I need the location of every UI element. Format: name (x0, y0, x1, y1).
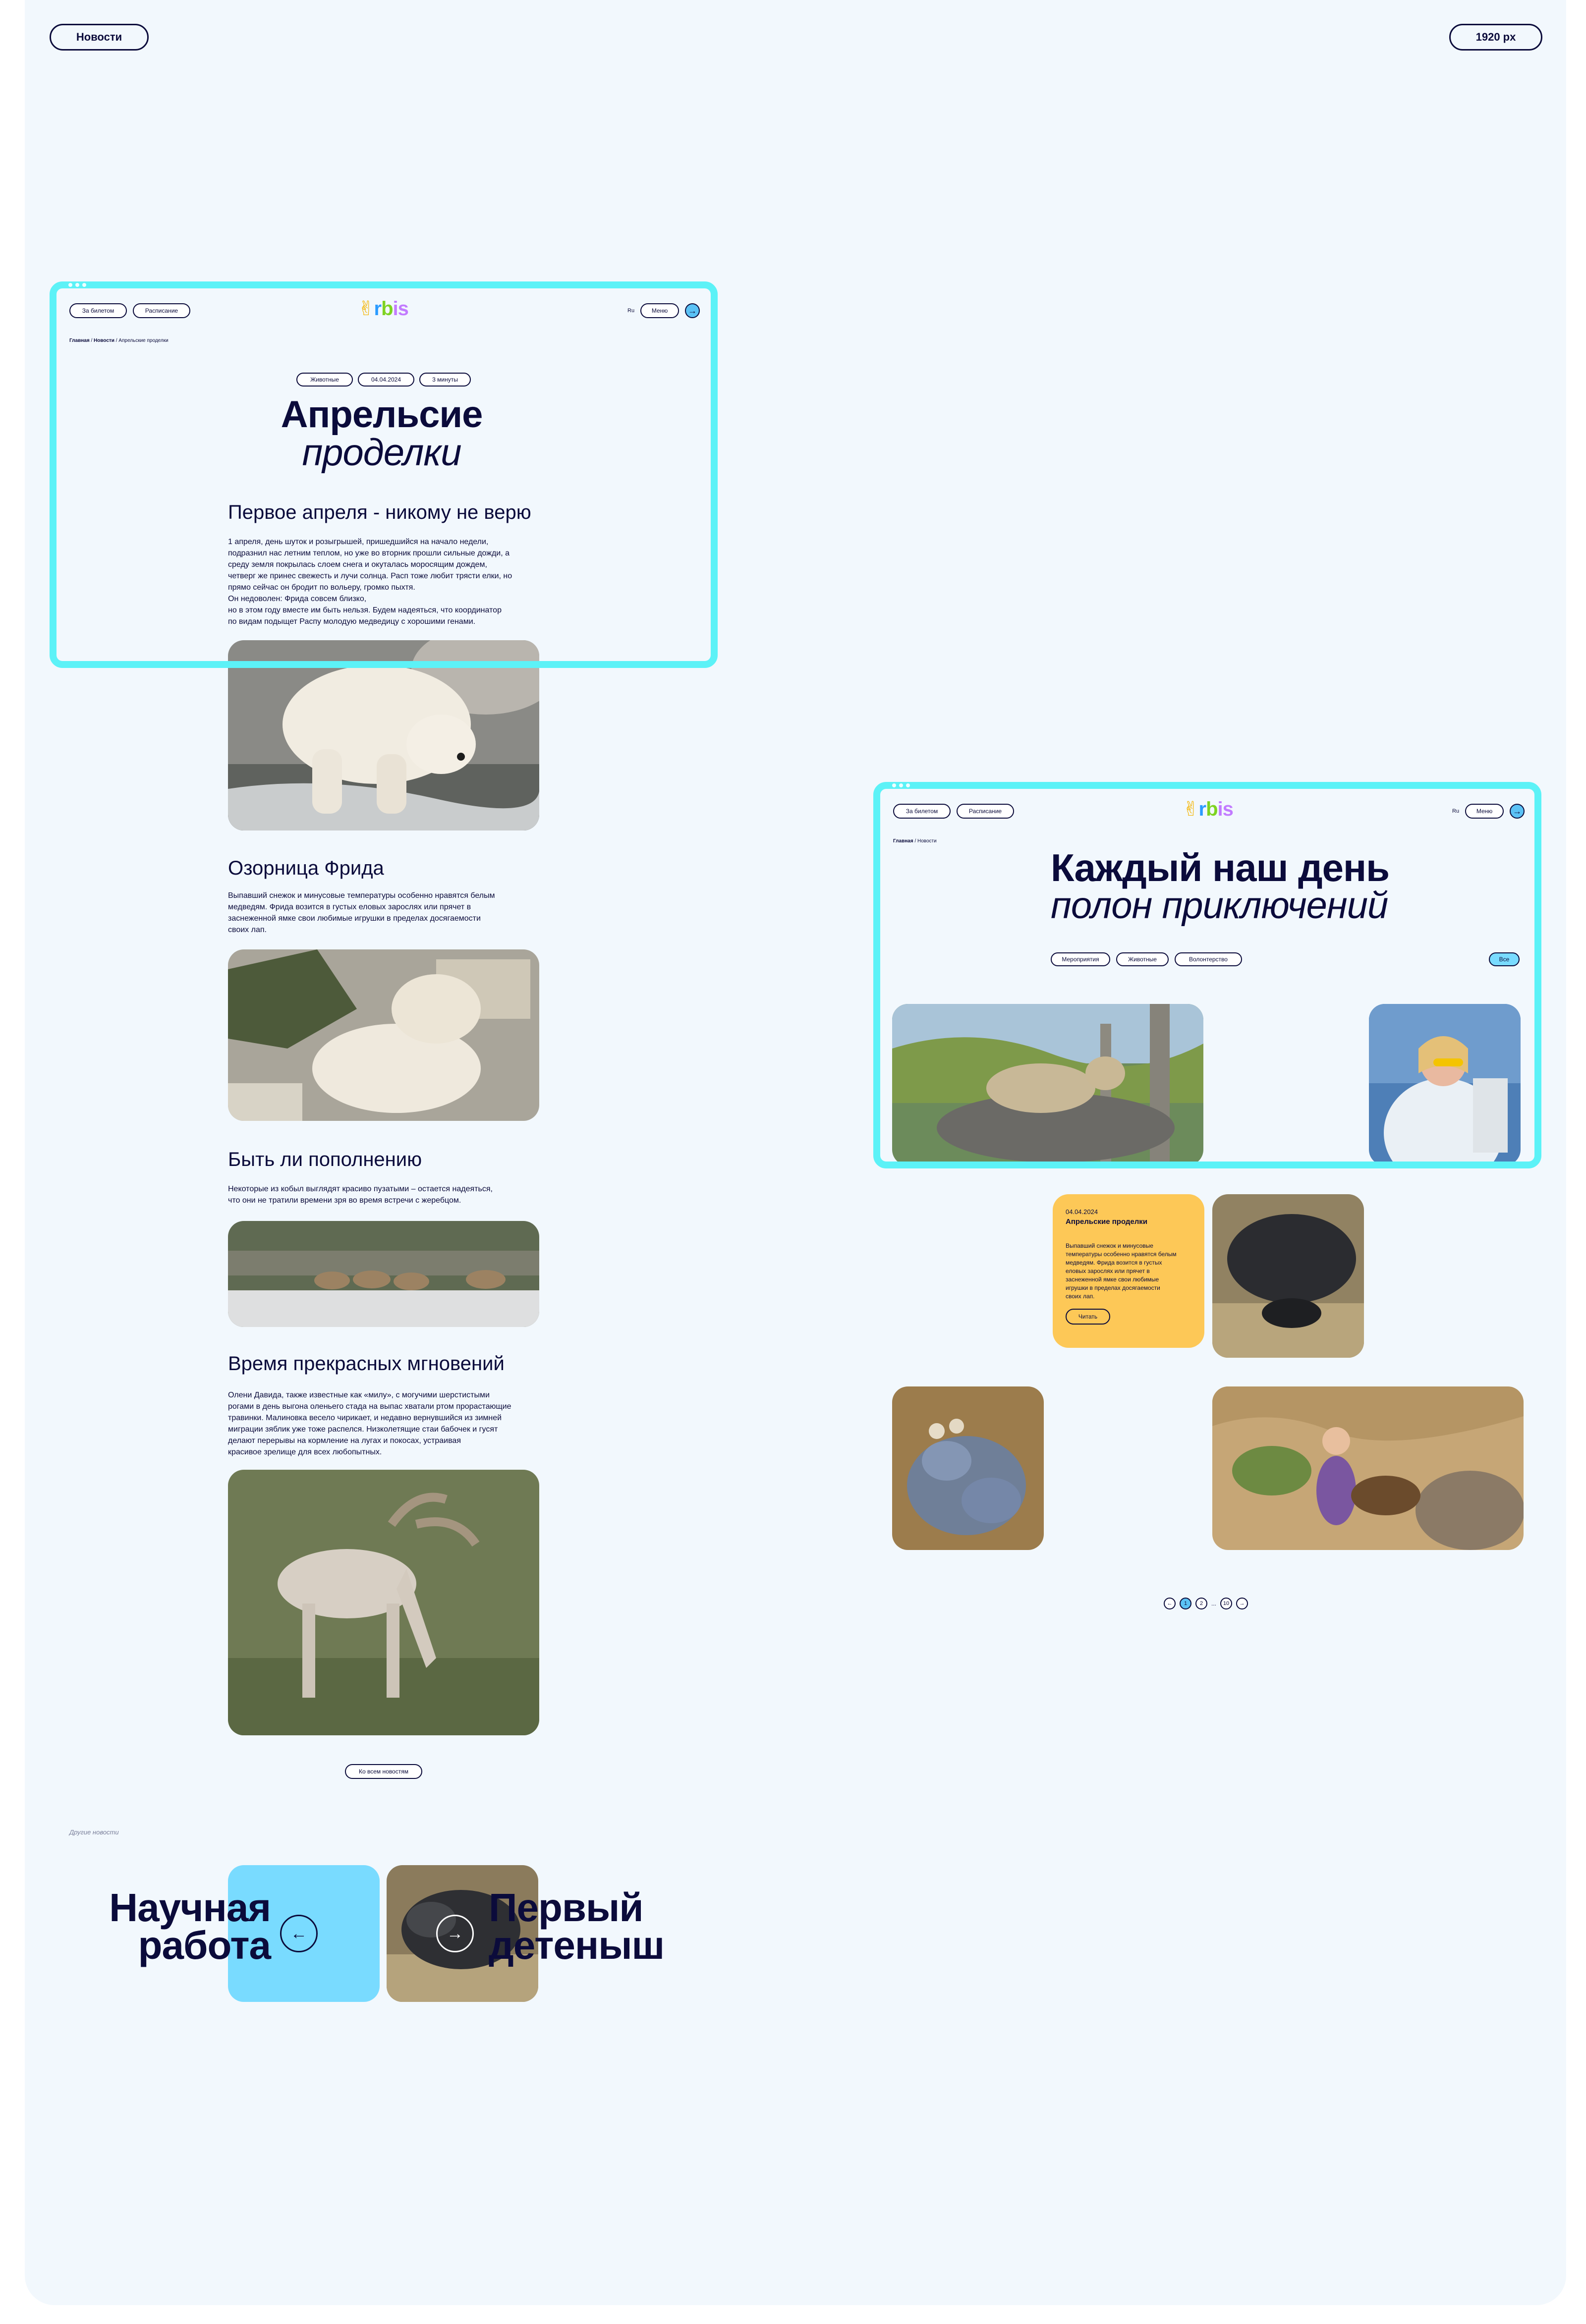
news-chicks-photo[interactable] (892, 1386, 1044, 1550)
arrow-left-icon[interactable]: ← (280, 1915, 318, 1952)
other-news-title-cub[interactable] (489, 1885, 667, 1967)
page-1[interactable]: 1 (1180, 1598, 1191, 1609)
desc-line: заснеженной ямке свои любимые (1066, 1276, 1159, 1283)
desc-line: медведям. Фрида возится в густых (1066, 1259, 1162, 1266)
section-body (228, 1183, 555, 1206)
news-title-line1: Каждый наш день (1051, 846, 1390, 889)
news-title-line2: полон приключений (1051, 885, 1388, 927)
menu-button[interactable]: Меню (640, 303, 679, 318)
arrow-right-icon[interactable]: → (436, 1915, 474, 1952)
page-ellipsis: ... (1211, 1600, 1217, 1607)
section-tag: Новости (50, 24, 149, 51)
body-line: Выпавший снежок и минусовые температуры особенно нравятся белым (228, 891, 495, 900)
title-line: Первый (489, 1885, 643, 1930)
logo-b: b (381, 298, 393, 320)
breadcrumb-sep: / (913, 838, 918, 844)
schedule-button[interactable]: Расписание (133, 303, 190, 318)
news-card-desc (1066, 1242, 1191, 1301)
page-2[interactable]: 2 (1195, 1598, 1207, 1609)
news-card-title: Апрельские проделки (1066, 1217, 1148, 1226)
logo-glyph: ✌ (358, 298, 374, 320)
logo-is: is (1217, 798, 1233, 820)
title-line: детеныш (489, 1923, 665, 1967)
body-line: рогами в день выгона оленьего стада на выпас хватали ртом прорастающие (228, 1402, 511, 1411)
desc-line: Выпавший снежок и минусовые (1066, 1242, 1153, 1249)
all-news-button[interactable]: Ко всем новостям (345, 1764, 422, 1779)
schedule-button[interactable]: Расписание (957, 804, 1014, 819)
viewport-frame-news (873, 782, 1541, 1168)
body-line: Некоторые из кобыл выглядят красиво пузатыми – остается надеяться, (228, 1185, 493, 1193)
title-line: работа (138, 1923, 271, 1967)
body-line: 1 апреля, день шуток и розыгрышей, пришедшийся на начало недели, (228, 538, 489, 546)
ticket-button[interactable]: За билетом (893, 804, 951, 819)
tag-reading-time: 3 минуты (419, 373, 471, 387)
body-line: красивое зрелище для всех любопытных. (228, 1448, 382, 1456)
bear-in-branches-photo (228, 949, 539, 1121)
article-title-line1: Апрельсие (281, 393, 483, 436)
filter-events[interactable]: Мероприятия (1051, 952, 1110, 966)
other-news-title-science[interactable] (107, 1885, 271, 1967)
polar-bear-photo (228, 640, 539, 830)
breadcrumb-sep: / (89, 338, 94, 343)
desc-line: своих лап. (1066, 1293, 1095, 1300)
section-heading: Первое апреля - никому не верю (228, 501, 531, 523)
body-line: прямо сейчас он бродит по вольеру, громко пыхтя. (228, 583, 415, 592)
lang-switch[interactable]: Ru (1452, 808, 1460, 814)
tag-animals[interactable]: Животные (296, 373, 353, 387)
ticket-button[interactable]: За билетом (69, 303, 127, 318)
body-line: Олени Давида, также известные как «милу», с могучими шерстистыми (228, 1391, 490, 1399)
deer-photo (228, 1470, 539, 1735)
logo-r: r (1198, 798, 1206, 820)
logo-r: r (374, 298, 382, 320)
filter-all[interactable]: Все (1489, 952, 1520, 966)
body-line: что они не тратили времени зря во время встречи с жеребцом. (228, 1196, 461, 1205)
page-10[interactable]: 10 (1220, 1598, 1232, 1609)
title-line: Научная (109, 1885, 271, 1930)
body-line: среду земля покрылась слоем снега и окуталась моросящим дождем, (228, 560, 487, 569)
body-line: миграции зяблик уже тоже распелся. Низколетящие стаи бабочек и гусят (228, 1425, 498, 1434)
horses-photo (228, 1221, 539, 1327)
desc-line: игрушки в пределах досягаемости (1066, 1284, 1160, 1291)
section-heading: Время прекрасных мгновений (228, 1353, 505, 1375)
body-line: Он недоволен: Фрида совсем близко, (228, 595, 367, 603)
body-line: четверг же принес свежесть и лучи солнца. Расп тоже любит трясти елки, но (228, 572, 512, 580)
logo-glyph: ✌ (1183, 798, 1199, 820)
body-line: делают перерывы на кормление на лугах и покосах, устраивая (228, 1437, 461, 1445)
section-body (228, 1389, 555, 1458)
pagination (1164, 1598, 1248, 1609)
body-line: заснеженной ямке свои любимые игрушки в пределах досягаемости (228, 914, 481, 923)
breadcrumb-home[interactable]: Главная (893, 838, 913, 844)
breadcrumb-sep: / (114, 338, 119, 343)
body-line: подразнил нас летним теплом, но уже во вторник прошли сильные дожди, а (228, 549, 510, 557)
viewport-frame-article (50, 281, 718, 668)
section-body (228, 890, 555, 936)
logo-b: b (1206, 798, 1218, 820)
body-line: по видам подыщет Распу молодую медведицу с хорошими генами. (228, 617, 476, 626)
article-title-line2: проделки (302, 432, 461, 474)
lang-switch[interactable]: Ru (627, 308, 635, 314)
section-heading: Быть ли пополнению (228, 1149, 422, 1170)
tag-date: 04.04.2024 (358, 373, 414, 387)
arrow-right-icon[interactable]: → (685, 303, 700, 318)
desc-line: еловых зарослях или прячет в (1066, 1268, 1150, 1274)
logo-is: is (393, 298, 408, 320)
breadcrumb-current: Апрельские проделки (118, 338, 169, 343)
news-cub-photo[interactable] (1212, 1194, 1364, 1358)
filter-volunteering[interactable]: Волонтерство (1175, 952, 1242, 966)
read-button[interactable]: Читать (1066, 1309, 1110, 1325)
news-card-date: 04.04.2024 (1066, 1208, 1098, 1216)
arrow-right-icon[interactable]: → (1236, 1598, 1248, 1609)
body-line: медведям. Фрида возится в густых еловых зарослях или прячет в (228, 903, 471, 911)
section-heading: Озорница Фрида (228, 857, 384, 879)
arrow-right-icon[interactable]: → (1510, 804, 1525, 819)
arrow-left-icon[interactable]: ← (1164, 1598, 1176, 1609)
body-line: травинки. Малиновка весело чирикает, и недавно вернувшийся из зимней (228, 1414, 502, 1422)
breadcrumb-home[interactable]: Главная (69, 338, 90, 343)
menu-button[interactable]: Меню (1465, 804, 1504, 819)
other-news-label: Другие новости (69, 1828, 119, 1836)
body-line: своих лап. (228, 926, 267, 934)
desc-line: температуры особенно нравятся белым (1066, 1251, 1177, 1258)
breadcrumb-news[interactable]: Новости (94, 338, 114, 343)
filter-animals[interactable]: Животные (1116, 952, 1169, 966)
breadcrumb-current: Новости (917, 838, 937, 844)
width-tag: 1920 px (1449, 24, 1542, 51)
news-card-april[interactable] (1053, 1194, 1204, 1348)
body-line: но в этом году вместе им быть нельзя. Будем надеяться, что координатор (228, 606, 502, 614)
news-volunteer-dog-photo[interactable] (1212, 1386, 1524, 1550)
